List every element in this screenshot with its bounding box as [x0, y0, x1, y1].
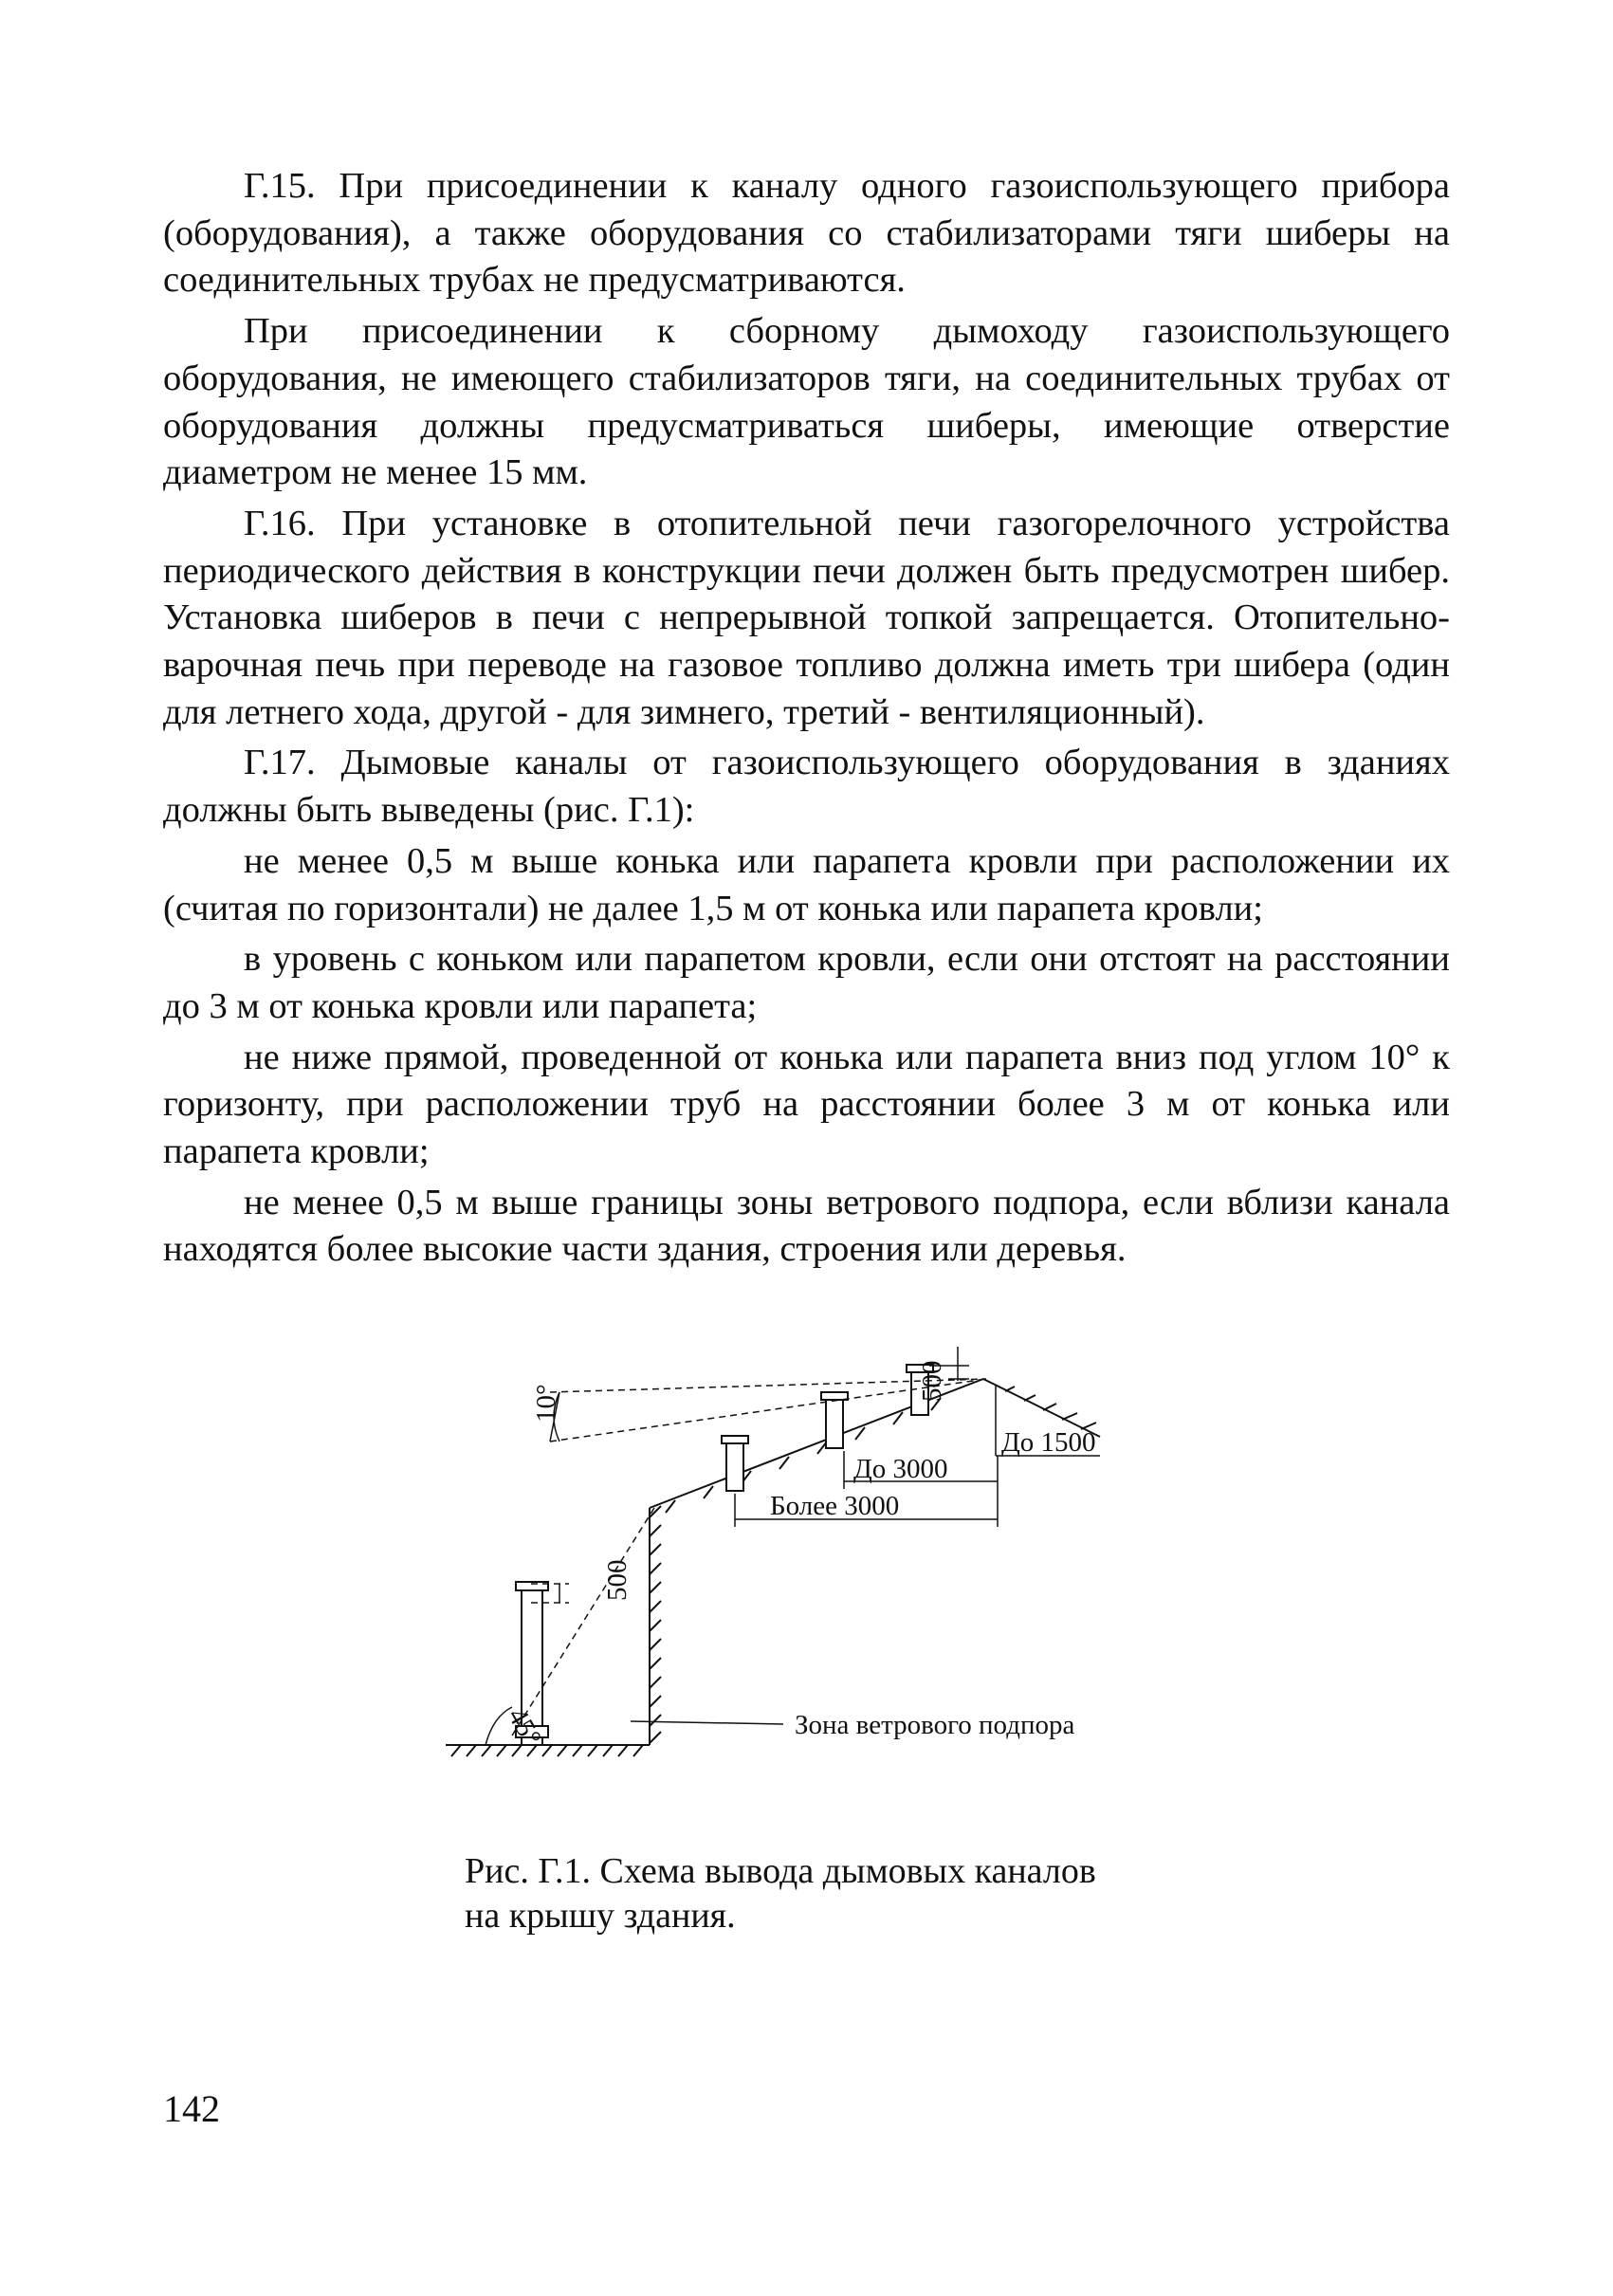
caption-line-2: на крышу здания. — [465, 1896, 736, 1936]
paragraph-g16: Г.16. При установке в отопительной печи газогорелочного устройства периодического действия в конструкции печи должен быть предусмотрен шибер. Установка шиберов в печи с непрерывной топкой запрещается. Отопительно-варочная печь при переводе на газовое топливо должна иметь три шибера (один для летнего хода, другой - для зимнего, третий - вентиляционный). — [163, 503, 1450, 732]
chimney-diagram — [417, 1347, 1195, 1802]
label-up-to-3000: До 3000 — [853, 1454, 948, 1484]
list-item: не ниже прямой, проведенной от конька или парапета вниз под углом 10° к горизонту, при расположении труб на расстоянии более 3 м от конька или парапета кровли; — [163, 1037, 1450, 1172]
label-500-top: 500 — [917, 1360, 947, 1402]
label-angle-45: 45° — [501, 1702, 547, 1752]
figure-g1-chimney-scheme — [417, 1347, 1195, 1802]
figure-caption — [465, 1849, 1223, 1938]
paragraph-g17: Г.17. Дымовые каналы от газоиспользующего оборудования в зданиях должны быть выведены (рис. Г.1): — [163, 743, 1450, 831]
body-text — [163, 163, 1450, 1277]
label-up-to-1500: До 1500 — [1001, 1427, 1096, 1458]
paragraph-g15: Г.15. При присоединении к каналу одного газоиспользующего прибора (оборудования), а также оборудования со стабилизаторами тяги шиберы на соединительных трубах не предусматриваются. — [163, 166, 1450, 301]
page-number: 142 — [163, 2087, 220, 2130]
ground — [446, 1745, 650, 1756]
list-item: не менее 0,5 м выше границы зоны ветрового подпора, если вблизи канала находятся более высокие части здания, строения или деревья. — [163, 1182, 1450, 1270]
label-wind-zone: Зона ветрового подпора — [795, 1710, 1075, 1740]
label-over-3000: Более 3000 — [770, 1491, 900, 1521]
paragraph-collector-flue: При присоединении к сборному дымоходу газоиспользующего оборудования, не имеющего стабилизаторов тяги, на соединительных трубах от оборудования должны предусматриваться шиберы, имеющие отверстие диаметром не менее 15 мм. — [163, 311, 1450, 493]
list-item: не менее 0,5 м выше конька или парапета кровли при расположении их (считая по горизонтали) не далее 1,5 м от конька или парапета кровли; — [163, 840, 1450, 928]
construction-lines — [512, 1379, 986, 1736]
label-500-left: 500 — [602, 1559, 632, 1601]
chimney-over-3000 — [722, 1436, 748, 1491]
list-item: в уровень с коньком или парапетом кровли, если они отстоят на расстоянии до 3 м от конька кровли или парапета; — [163, 939, 1450, 1026]
caption-line-1: Рис. Г.1. Схема вывода дымовых каналов — [465, 1851, 1096, 1891]
label-angle-10: 10° — [531, 1384, 561, 1423]
building-wall — [650, 1506, 661, 1745]
